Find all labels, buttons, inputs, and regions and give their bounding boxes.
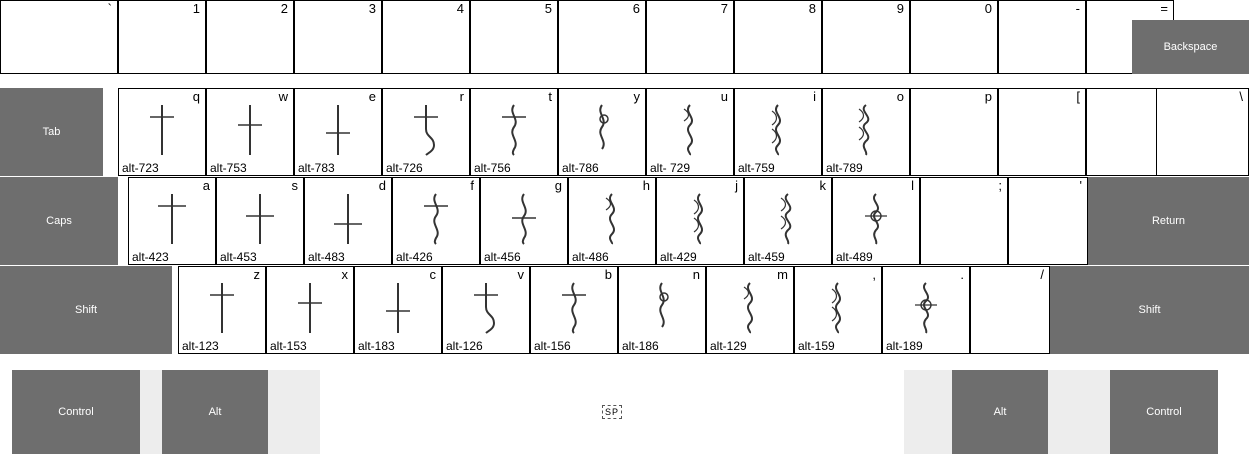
key-1[interactable]: [118, 0, 206, 74]
key-backslash[interactable]: [1156, 88, 1249, 176]
key-m-legend: m: [777, 267, 788, 282]
key-r[interactable]: [382, 88, 470, 176]
key-4[interactable]: [382, 0, 470, 74]
key-6[interactable]: [558, 0, 646, 74]
key-e-legend: e: [368, 89, 376, 104]
key-k-alt-code: alt-459: [748, 249, 785, 264]
key-y-alt-code: alt-786: [562, 160, 599, 175]
key-tab[interactable]: [0, 88, 103, 176]
key-1-legend: 1: [192, 1, 200, 16]
key-s-legend: s: [291, 178, 298, 193]
spacebar-marker-icon: SP: [602, 405, 622, 419]
key-v-stroke-glyph-icon: [443, 281, 529, 339]
key-r-stroke-glyph-icon: [383, 103, 469, 161]
key-comma-alt-code: alt-159: [798, 338, 835, 353]
key-t-alt-code: alt-756: [474, 160, 511, 175]
key-w-alt-code: alt-753: [210, 160, 247, 175]
key-y-legend: y: [633, 89, 640, 104]
key-l-stroke-glyph-icon: [833, 192, 919, 250]
key-minus[interactable]: [998, 0, 1086, 74]
key-a[interactable]: [128, 177, 216, 265]
key-5-legend: 5: [544, 1, 552, 16]
key-control-right[interactable]: [1110, 370, 1218, 454]
key-j-alt-code: alt-429: [660, 249, 697, 264]
key-q-alt-code: alt-723: [122, 160, 159, 175]
key-h-alt-code: alt-486: [572, 249, 609, 264]
key-shift-right[interactable]: [1050, 266, 1249, 354]
key-f[interactable]: [392, 177, 480, 265]
key-m-stroke-glyph-icon: [707, 281, 793, 339]
key-s[interactable]: [216, 177, 304, 265]
key-j[interactable]: [656, 177, 744, 265]
key-c-legend: c: [429, 267, 436, 282]
key-w-stroke-glyph-icon: [207, 103, 293, 161]
key-control-right-label: Control: [1146, 406, 1182, 418]
key-u-alt-code: alt- 729: [650, 160, 691, 175]
key-bracket-left-legend: [: [1076, 89, 1080, 104]
key-o-legend: o: [896, 89, 904, 104]
key-return-label: Return: [1151, 215, 1186, 227]
key-n[interactable]: [618, 266, 706, 354]
key-f-alt-code: alt-426: [396, 249, 433, 264]
key-9[interactable]: [822, 0, 910, 74]
key-gap-left: [140, 370, 162, 454]
key-caps-label: Caps: [46, 215, 72, 227]
key-p[interactable]: [910, 88, 998, 176]
key-z[interactable]: [178, 266, 266, 354]
key-q[interactable]: [118, 88, 206, 176]
key-equals-legend: =: [1160, 1, 1168, 16]
key-period-stroke-glyph-icon: [883, 281, 969, 339]
key-i-legend: i: [813, 89, 816, 104]
key-x-alt-code: alt-153: [270, 338, 307, 353]
key-f-stroke-glyph-icon: [393, 192, 479, 250]
key-slash-legend: /: [1040, 267, 1044, 282]
key-e-alt-code: alt-783: [298, 160, 335, 175]
key-slash[interactable]: [970, 266, 1050, 354]
key-g-alt-code: alt-456: [484, 249, 521, 264]
key-alt-right-label: Alt: [993, 406, 1007, 418]
key-q-stroke-glyph-icon: [119, 103, 205, 161]
key-n-stroke-glyph-icon: [619, 281, 705, 339]
key-semicolon-legend: ;: [998, 178, 1002, 193]
key-2[interactable]: [206, 0, 294, 74]
key-m[interactable]: [706, 266, 794, 354]
key-c-stroke-glyph-icon: [355, 281, 441, 339]
key-7-legend: 7: [720, 1, 728, 16]
key-gap-left-2: [268, 370, 320, 454]
key-alt-left[interactable]: [162, 370, 268, 454]
key-2-legend: 2: [280, 1, 288, 16]
key-h[interactable]: [568, 177, 656, 265]
key-x-legend: x: [341, 267, 348, 282]
key-t-stroke-glyph-icon: [471, 103, 557, 161]
key-backspace[interactable]: [1132, 20, 1249, 74]
key-g[interactable]: [480, 177, 568, 265]
key-p-legend: p: [984, 89, 992, 104]
key-v-legend: v: [517, 267, 524, 282]
key-t-legend: t: [548, 89, 552, 104]
key-j-stroke-glyph-icon: [657, 192, 743, 250]
key-5[interactable]: [470, 0, 558, 74]
key-backslash-legend: \: [1239, 89, 1243, 104]
key-quote-legend: ': [1079, 178, 1082, 193]
key-x[interactable]: [266, 266, 354, 354]
key-gap-right: [904, 370, 952, 454]
key-u-stroke-glyph-icon: [647, 103, 733, 161]
key-n-alt-code: alt-186: [622, 338, 659, 353]
key-comma[interactable]: [794, 266, 882, 354]
key-w[interactable]: [206, 88, 294, 176]
key-e-stroke-glyph-icon: [295, 103, 381, 161]
key-d-stroke-glyph-icon: [305, 192, 391, 250]
key-b-stroke-glyph-icon: [531, 281, 617, 339]
key-i-alt-code: alt-759: [738, 160, 775, 175]
key-space[interactable]: [320, 370, 904, 454]
key-w-legend: w: [278, 89, 288, 104]
key-shift-left-label: Shift: [74, 304, 97, 316]
key-r-alt-code: alt-726: [386, 160, 423, 175]
key-o-stroke-glyph-icon: [823, 103, 909, 161]
key-r-legend: r: [459, 89, 464, 104]
key-backspace-label: Backspace: [1163, 41, 1218, 53]
key-bracket-left[interactable]: [998, 88, 1086, 176]
key-alt-left-label: Alt: [208, 406, 222, 418]
key-control-left[interactable]: [12, 370, 140, 454]
key-d-alt-code: alt-483: [308, 249, 345, 264]
key-6-legend: 6: [632, 1, 640, 16]
key-h-stroke-glyph-icon: [569, 192, 655, 250]
key-n-legend: n: [692, 267, 700, 282]
key-v[interactable]: [442, 266, 530, 354]
key-f-legend: f: [470, 178, 474, 193]
key-s-stroke-glyph-icon: [217, 192, 303, 250]
key-m-alt-code: alt-129: [710, 338, 747, 353]
key-0-legend: 0: [984, 1, 992, 16]
key-a-legend: a: [202, 178, 210, 193]
key-g-legend: g: [554, 178, 562, 193]
key-control-left-label: Control: [58, 406, 94, 418]
key-s-alt-code: alt-453: [220, 249, 257, 264]
key-b-legend: b: [604, 267, 612, 282]
key-shift-left[interactable]: [0, 266, 172, 354]
key-t[interactable]: [470, 88, 558, 176]
key-l-alt-code: alt-489: [836, 249, 873, 264]
key-j-legend: j: [735, 178, 738, 193]
key-o[interactable]: [822, 88, 910, 176]
key-a-alt-code: alt-423: [132, 249, 169, 264]
key-comma-legend: ,: [872, 267, 876, 282]
key-c-alt-code: alt-183: [358, 338, 395, 353]
key-8-legend: 8: [808, 1, 816, 16]
key-8[interactable]: [734, 0, 822, 74]
key-o-alt-code: alt-789: [826, 160, 863, 175]
key-b[interactable]: [530, 266, 618, 354]
key-i-stroke-glyph-icon: [735, 103, 821, 161]
key-g-stroke-glyph-icon: [481, 192, 567, 250]
key-alt-right[interactable]: [952, 370, 1048, 454]
key-d-legend: d: [378, 178, 386, 193]
key-b-alt-code: alt-156: [534, 338, 571, 353]
key-0[interactable]: [910, 0, 998, 74]
key-period[interactable]: [882, 266, 970, 354]
key-minus-legend: -: [1075, 1, 1080, 16]
key-k-stroke-glyph-icon: [745, 192, 831, 250]
key-z-legend: z: [253, 267, 260, 282]
key-x-stroke-glyph-icon: [267, 281, 353, 339]
key-l[interactable]: [832, 177, 920, 265]
key-return[interactable]: [1088, 177, 1249, 265]
key-u[interactable]: [646, 88, 734, 176]
key-q-legend: q: [192, 89, 200, 104]
key-k[interactable]: [744, 177, 832, 265]
key-gap-right-2: [1048, 370, 1110, 454]
key-a-stroke-glyph-icon: [129, 192, 215, 250]
key-backtick-legend: `: [107, 1, 112, 16]
key-d[interactable]: [304, 177, 392, 265]
key-3[interactable]: [294, 0, 382, 74]
key-c[interactable]: [354, 266, 442, 354]
key-4-legend: 4: [456, 1, 464, 16]
key-caps[interactable]: [0, 177, 118, 265]
key-comma-stroke-glyph-icon: [795, 281, 881, 339]
key-h-legend: h: [642, 178, 650, 193]
key-z-alt-code: alt-123: [182, 338, 219, 353]
key-shift-right-label: Shift: [1138, 304, 1161, 316]
key-3-legend: 3: [368, 1, 376, 16]
key-backtick[interactable]: [0, 0, 118, 74]
key-y[interactable]: [558, 88, 646, 176]
key-k-legend: k: [819, 178, 826, 193]
key-l-legend: l: [911, 178, 914, 193]
key-tab-label: Tab: [42, 126, 61, 138]
key-semicolon[interactable]: [920, 177, 1008, 265]
key-quote[interactable]: [1008, 177, 1088, 265]
key-e[interactable]: [294, 88, 382, 176]
key-i[interactable]: [734, 88, 822, 176]
key-9-legend: 9: [896, 1, 904, 16]
key-period-legend: .: [960, 267, 964, 282]
key-y-stroke-glyph-icon: [559, 103, 645, 161]
key-u-legend: u: [720, 89, 728, 104]
key-z-stroke-glyph-icon: [179, 281, 265, 339]
key-7[interactable]: [646, 0, 734, 74]
key-v-alt-code: alt-126: [446, 338, 483, 353]
key-period-alt-code: alt-189: [886, 338, 923, 353]
